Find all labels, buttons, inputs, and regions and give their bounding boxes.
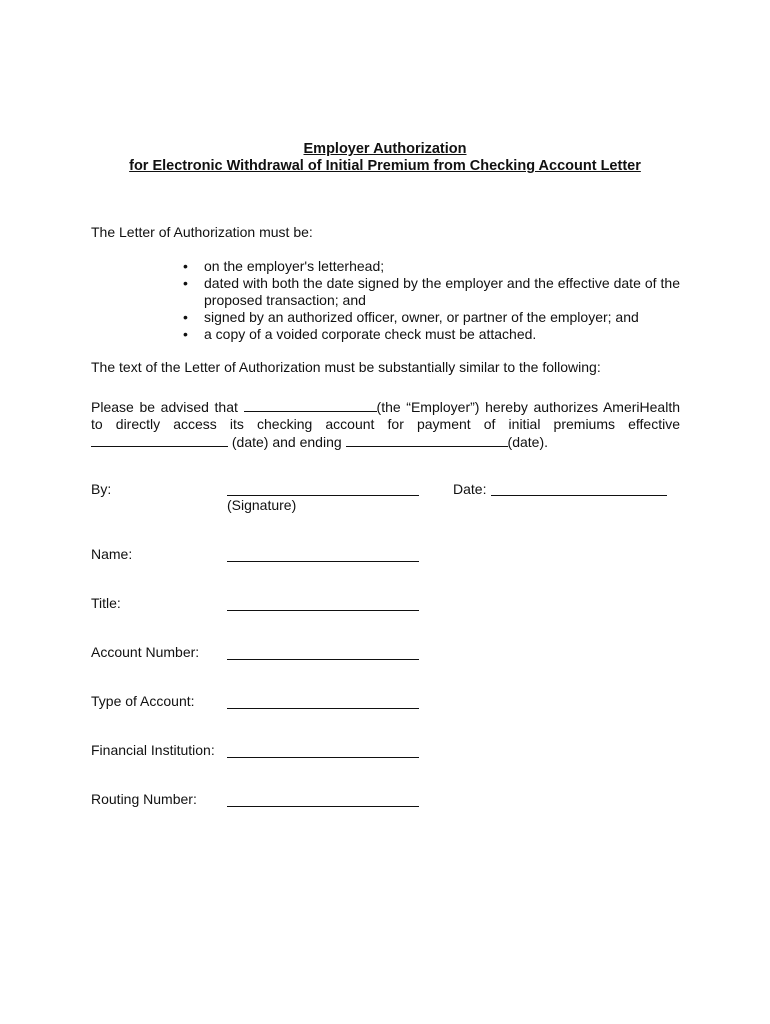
bullet-icon: • [183,309,188,325]
date-label: Date: [453,481,487,497]
letter-text-intro: The text of the Letter of Authorization must be substantially similar to the following: [91,359,601,375]
bullet-icon: • [183,275,188,291]
title-label: Title: [91,595,121,611]
list-item [183,258,680,275]
title-line-1: Employer Authorization [303,141,467,157]
statement-part-3: (date) and ending [231,434,346,450]
authorization-statement [91,398,680,451]
by-label: By: [91,481,112,497]
list-item [183,275,680,309]
list-item-text: dated with both the date signed by the employer and the effective date of the proposed transaction; and [204,275,680,308]
list-item-text: a copy of a voided corporate check must be attached. [204,326,537,342]
signature-caption: (Signature) [227,497,297,513]
statement-part-2: (the “Employer”) hereby authorizes AmeriHealth to directly access its checking account for payment of initial premiums effective [91,399,680,432]
account-type-line[interactable] [227,708,419,709]
list-item [183,309,680,326]
statement-part-1: Please be advised that [91,399,244,415]
account-number-line[interactable] [227,659,419,660]
list-item-text: on the employer's letterhead; [204,258,385,274]
requirements-list [183,258,680,343]
account-number-label: Account Number: [91,644,200,660]
financial-institution-line[interactable] [227,757,419,758]
list-item-text: signed by an authorized officer, owner, or partner of the employer; and [204,309,639,325]
bullet-icon: • [183,326,188,342]
date-line[interactable] [491,495,667,496]
title-line[interactable] [227,610,419,611]
signature-line[interactable] [227,495,419,496]
list-item [183,326,680,343]
title-line-2: for Electronic Withdrawal of Initial Premium from Checking Account Letter [129,158,641,174]
name-label: Name: [91,546,133,562]
routing-number-line[interactable] [227,806,419,807]
financial-institution-label: Financial Institution: [91,742,215,758]
routing-number-label: Routing Number: [91,791,197,807]
document-title [0,141,770,175]
employer-name-blank[interactable] [244,398,377,412]
account-type-label: Type of Account: [91,693,195,709]
name-line[interactable] [227,561,419,562]
effective-date-blank[interactable] [91,433,228,447]
statement-part-4: (date). [507,434,548,450]
ending-date-blank[interactable] [346,433,508,447]
bullet-icon: • [183,258,188,274]
intro-text: The Letter of Authorization must be: [91,224,313,240]
